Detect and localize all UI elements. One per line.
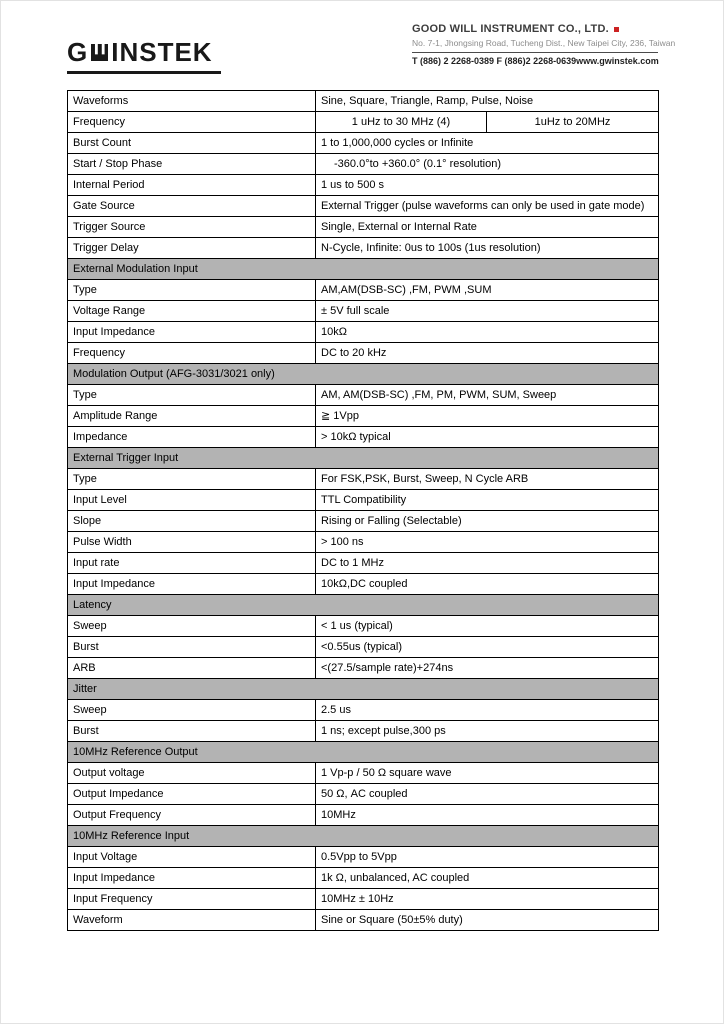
spec-row: [68, 763, 659, 784]
phone-fax-text: T (886) 2 2268-0389 F (886)2 2268-0639: [412, 56, 577, 66]
spec-table: [67, 90, 659, 931]
spec-label: Sweep: [68, 700, 316, 721]
spec-label: Input Level: [68, 490, 316, 511]
spec-row: [68, 469, 659, 490]
spec-row: [68, 322, 659, 343]
spec-value: Sine or Square (50±5% duty): [316, 910, 659, 931]
spec-value: Single, External or Internal Rate: [316, 217, 659, 238]
spec-label: Waveforms: [68, 91, 316, 112]
document-header: [67, 23, 676, 74]
gwinstek-logo: [67, 37, 221, 74]
section-header-row: [68, 595, 659, 616]
spec-label: Burst: [68, 721, 316, 742]
spec-row: [68, 406, 659, 427]
section-title: Modulation Output (AFG-3031/3021 only): [68, 364, 659, 385]
spec-row: [68, 343, 659, 364]
spec-label: Start / Stop Phase: [68, 154, 316, 175]
company-address: No. 7-1, Jhongsing Road, Tucheng Dist., New Taipei City, 236, Taiwan: [412, 38, 676, 48]
spec-label: Type: [68, 385, 316, 406]
spec-row: [68, 658, 659, 679]
spec-value: <0.55us (typical): [316, 637, 659, 658]
spec-value: 1 Vp-p / 50 Ω square wave: [316, 763, 659, 784]
section-title: 10MHz Reference Output: [68, 742, 659, 763]
spec-label: Internal Period: [68, 175, 316, 196]
spec-value: 10MHz: [316, 805, 659, 826]
gw-w-mark-icon: [90, 44, 109, 61]
spec-value: Rising or Falling (Selectable): [316, 511, 659, 532]
spec-row: [68, 217, 659, 238]
spec-label: Input Impedance: [68, 574, 316, 595]
spec-value: -360.0°to +360.0° (0.1° resolution): [316, 154, 659, 175]
spec-value: AM, AM(DSB-SC) ,FM, PM, PWM, SUM, Sweep: [316, 385, 659, 406]
spec-row: [68, 784, 659, 805]
spec-label: Type: [68, 469, 316, 490]
spec-row: [68, 238, 659, 259]
spec-label: Slope: [68, 511, 316, 532]
spec-value: 10kΩ,DC coupled: [316, 574, 659, 595]
spec-label: Frequency: [68, 343, 316, 364]
spec-row: [68, 532, 659, 553]
spec-value: DC to 1 MHz: [316, 553, 659, 574]
spec-value: External Trigger (pulse waveforms can only be used in gate mode): [316, 196, 659, 217]
spec-row: [68, 889, 659, 910]
spec-label: Trigger Source: [68, 217, 316, 238]
spec-value: 1 to 1,000,000 cycles or Infinite: [316, 133, 659, 154]
spec-row: [68, 910, 659, 931]
spec-row: [68, 805, 659, 826]
spec-label: Type: [68, 280, 316, 301]
website-text: www.gwinstek.com: [576, 56, 659, 66]
section-header-row: [68, 826, 659, 847]
spec-row: [68, 511, 659, 532]
spec-row: [68, 112, 659, 133]
spec-label: Voltage Range: [68, 301, 316, 322]
spec-value: ≧ 1Vpp: [316, 406, 659, 427]
spec-label: Frequency: [68, 112, 316, 133]
spec-value: ± 5V full scale: [316, 301, 659, 322]
logo-text-g: G: [67, 37, 89, 67]
spec-label: Burst Count: [68, 133, 316, 154]
spec-label: Input rate: [68, 553, 316, 574]
spec-value: 50 Ω, AC coupled: [316, 784, 659, 805]
section-header-row: [68, 679, 659, 700]
company-info-block: [412, 23, 676, 66]
spec-value: 1 ns; except pulse,300 ps: [316, 721, 659, 742]
section-title: Jitter: [68, 679, 659, 700]
spec-value: AM,AM(DSB-SC) ,FM, PWM ,SUM: [316, 280, 659, 301]
spec-value: 2.5 us: [316, 700, 659, 721]
spec-label: Input Impedance: [68, 322, 316, 343]
spec-label: Sweep: [68, 616, 316, 637]
spec-value: For FSK,PSK, Burst, Sweep, N Cycle ARB: [316, 469, 659, 490]
spec-label: Waveform: [68, 910, 316, 931]
spec-value: TTL Compatibility: [316, 490, 659, 511]
spec-row: [68, 175, 659, 196]
spec-value: > 100 ns: [316, 532, 659, 553]
spec-label: Impedance: [68, 427, 316, 448]
spec-label: Pulse Width: [68, 532, 316, 553]
section-header-row: [68, 259, 659, 280]
spec-row: [68, 91, 659, 112]
spec-label: Burst: [68, 637, 316, 658]
section-title: External Modulation Input: [68, 259, 659, 280]
spec-label: Output Impedance: [68, 784, 316, 805]
spec-label: Trigger Delay: [68, 238, 316, 259]
spec-label: Input Impedance: [68, 868, 316, 889]
spec-row: [68, 301, 659, 322]
spec-row: [68, 700, 659, 721]
spec-value-right: 1uHz to 20MHz: [487, 112, 659, 133]
spec-label: Input Frequency: [68, 889, 316, 910]
section-header-row: [68, 742, 659, 763]
spec-value: Sine, Square, Triangle, Ramp, Pulse, Noise: [316, 91, 659, 112]
spec-row: [68, 154, 659, 175]
section-header-row: [68, 364, 659, 385]
spec-value: < 1 us (typical): [316, 616, 659, 637]
contact-line: [412, 52, 658, 66]
spec-label: Input Voltage: [68, 847, 316, 868]
spec-value: 1k Ω, unbalanced, AC coupled: [316, 868, 659, 889]
spec-label: ARB: [68, 658, 316, 679]
spec-row: [68, 721, 659, 742]
spec-row: [68, 280, 659, 301]
spec-value: <(27.5/sample rate)+274ns: [316, 658, 659, 679]
spec-value: > 10kΩ typical: [316, 427, 659, 448]
spec-row: [68, 847, 659, 868]
spec-row: [68, 574, 659, 595]
spec-row: [68, 427, 659, 448]
spec-value-left: 1 uHz to 30 MHz (4): [316, 112, 487, 133]
logo-text-instek: INSTEK: [111, 37, 213, 67]
red-dot-icon: [614, 27, 619, 32]
spec-row: [68, 553, 659, 574]
spec-row: [68, 196, 659, 217]
spec-value: 10kΩ: [316, 322, 659, 343]
section-title: Latency: [68, 595, 659, 616]
spec-value: 10MHz ± 10Hz: [316, 889, 659, 910]
spec-row: [68, 133, 659, 154]
spec-value: 0.5Vpp to 5Vpp: [316, 847, 659, 868]
spec-value: 1 us to 500 s: [316, 175, 659, 196]
spec-value: DC to 20 kHz: [316, 343, 659, 364]
company-name: GOOD WILL INSTRUMENT CO., LTD.: [412, 23, 609, 35]
spec-value: N-Cycle, Infinite: 0us to 100s (1us resolution): [316, 238, 659, 259]
spec-label: Gate Source: [68, 196, 316, 217]
spec-row: [68, 385, 659, 406]
section-header-row: [68, 448, 659, 469]
company-name-line: [412, 23, 658, 35]
section-title: 10MHz Reference Input: [68, 826, 659, 847]
spec-label: Output voltage: [68, 763, 316, 784]
spec-row: [68, 868, 659, 889]
spec-label: Amplitude Range: [68, 406, 316, 427]
section-title: External Trigger Input: [68, 448, 659, 469]
spec-row: [68, 637, 659, 658]
spec-table-body: [68, 91, 659, 931]
spec-row: [68, 616, 659, 637]
spec-row: [68, 490, 659, 511]
spec-label: Output Frequency: [68, 805, 316, 826]
